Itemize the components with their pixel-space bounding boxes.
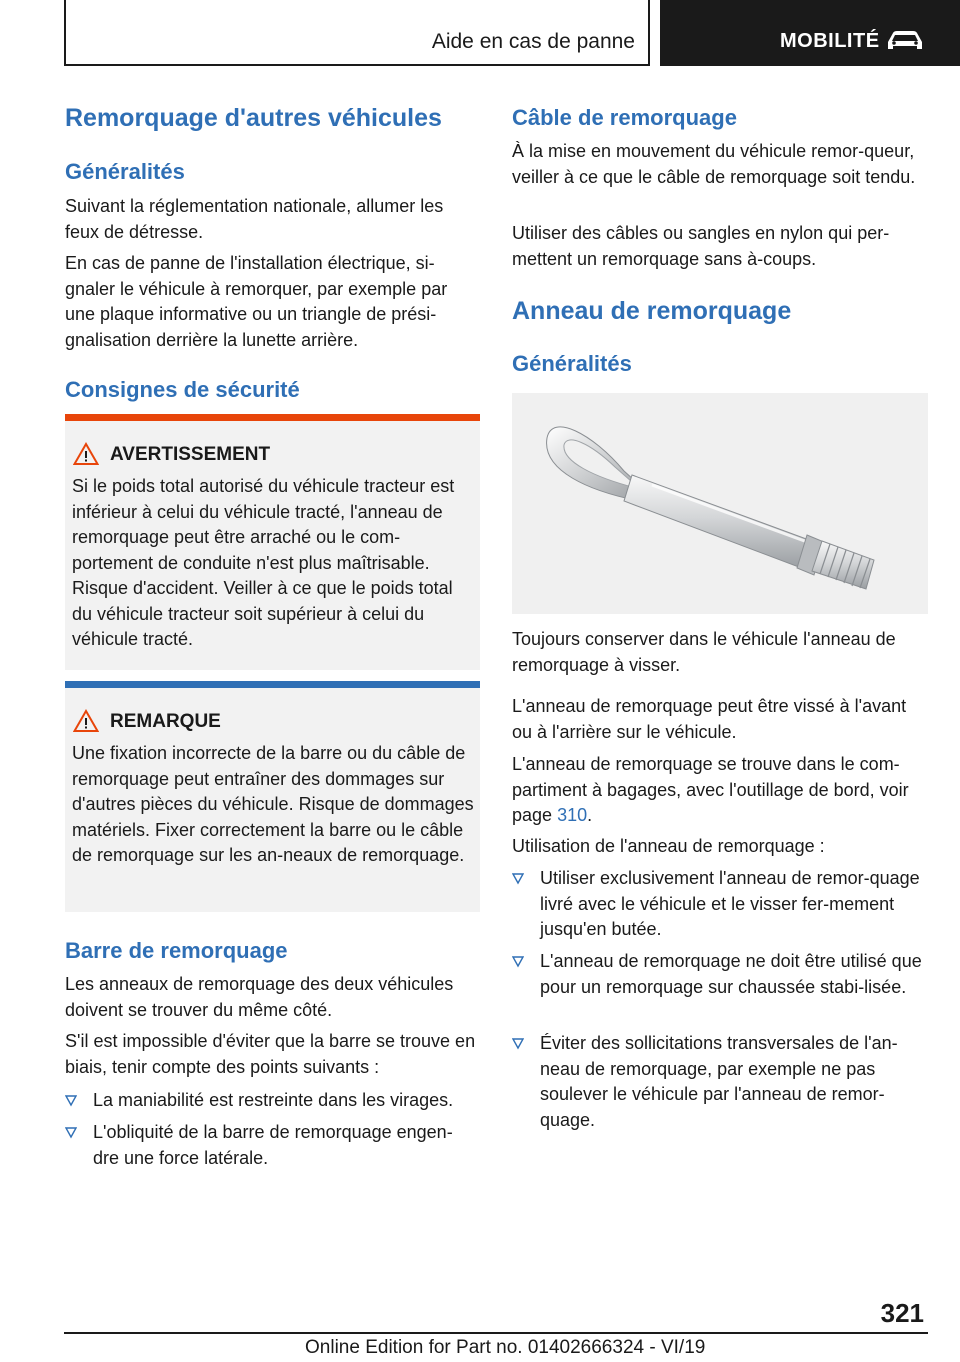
paragraph-ring-location: [512, 752, 928, 829]
heading-tow-cable: Câble de remorquage: [512, 105, 737, 130]
footer-edition: Online Edition for Part no. 01402666324 - VI/19: [305, 1337, 706, 1358]
warning-triangle-icon: [73, 442, 99, 466]
paragraph-tow-bar-rings: Les anneaux de remorquage des deux véhicules doivent se trouver du même côté.: [65, 974, 454, 1020]
heading-ring-general: Généralités: [512, 351, 632, 376]
paragraph-ring-front-rear: L'anneau de remorquage peut être vissé à l'avant ou à l'arrière sur le véhicule.: [512, 696, 907, 742]
list-item: [512, 866, 928, 943]
paragraph-keep-ring: Toujours conserver dans le véhicule l'anneau de remorquage à visser.: [512, 629, 896, 675]
notice-box: [65, 681, 480, 912]
notice-bar: [65, 681, 480, 688]
paragraph-cable-tension: À la mise en mouvement du véhicule remor-queur, veiller à ce que le câble de remorquage soit tendu.: [512, 141, 916, 187]
bullet-triangle-icon: [512, 1038, 524, 1050]
ring-location-text: L'anneau de remorquage se trouve dans le com-partiment à bagages, avec l'outillage de bord, voir page: [512, 754, 909, 825]
bullet-triangle-icon: [512, 956, 524, 968]
ring-location-period: .: [587, 805, 593, 825]
bullet-triangle-icon: [65, 1095, 77, 1107]
list-item: [65, 1120, 477, 1171]
car-icon: [884, 28, 926, 52]
heading-safety: Consignes de sécurité: [65, 377, 300, 402]
footer-divider: [64, 1332, 928, 1334]
header-chapter-title: MOBILITÉ: [780, 30, 880, 52]
list-item-text: Éviter des sollicitations transversales de l'an-neau de remorquage, par exemple ne pas soulever le véhicule par l'anneau de remor-quage.: [540, 1033, 898, 1130]
section-title-tow-ring: Anneau de remorquage: [512, 297, 792, 325]
warning-text: Si le poids total autorisé du véhicule tracteur est inférieur à celui du véhicule tracté, l'anneau de remorquage peut être arraché ou le com-portement de conduite n'est plus maîtrisable. Risque d'accident. Veiller à ce que le poids total du véhicule tracteur soit supérieur à celui du véhicule tracté.: [72, 476, 455, 649]
notice-text: Une fixation incorrecte de la barre ou du câble de remorquage peut entraîner des dommages sur d'autres pièces du véhicule. Risque de dommages matériels. Fixer correctement la barre ou le câble de remorquage sur les an-neaux de remorquage.: [72, 743, 474, 865]
paragraph-cable-nylon: Utiliser des câbles ou sangles en nylon qui per-mettent un remorquage sans à-coups.: [512, 223, 890, 269]
header-section-title: Aide en cas de panne: [431, 30, 635, 53]
list-item: [512, 949, 928, 1000]
page-number: 321: [880, 1298, 924, 1328]
notice-title: REMARQUE: [110, 711, 221, 732]
list-item: [65, 1088, 477, 1114]
section-title-towing-other: Remorquage d'autres véhicules: [65, 104, 442, 132]
list-item-text: Utiliser exclusivement l'anneau de remor-quage livré avec le véhicule et le visser fer-mement jusqu'en butée.: [540, 868, 920, 939]
heading-tow-bar: Barre de remorquage: [65, 938, 288, 963]
tow-ring-illustration: [512, 393, 928, 614]
paragraph-ring-usage: Utilisation de l'anneau de remorquage :: [512, 836, 825, 856]
warning-bar: [65, 414, 480, 421]
list-item-text: La maniabilité est restreinte dans les virages.: [93, 1090, 454, 1110]
page-reference-link[interactable]: 310: [557, 805, 588, 825]
heading-general: Généralités: [65, 159, 185, 184]
list-item-text: L'obliquité de la barre de remorquage engen-dre une force latérale.: [93, 1122, 453, 1168]
list-item: [512, 1031, 928, 1133]
paragraph-electrical-failure: En cas de panne de l'installation électrique, si-gnaler le véhicule à remorquer, par exemple par une plaque informative ou un triangle de prési-gnalisation derrière la lunette arrière.: [65, 253, 448, 350]
warning-box: [65, 414, 480, 670]
list-item-text: L'anneau de remorquage ne doit être utilisé que pour un remorquage sur chaussée stabi-lisée.: [540, 951, 922, 997]
bullet-triangle-icon: [512, 873, 524, 885]
notice-triangle-icon: [73, 709, 99, 733]
paragraph-tow-bar-angle: S'il est impossible d'éviter que la barre se trouve en biais, tenir compte des points suivants :: [65, 1031, 476, 1077]
bullet-triangle-icon: [65, 1127, 77, 1139]
warning-title: AVERTISSEMENT: [110, 444, 271, 465]
paragraph-hazard-lights: Suivant la réglementation nationale, allumer les feux de détresse.: [65, 196, 444, 242]
